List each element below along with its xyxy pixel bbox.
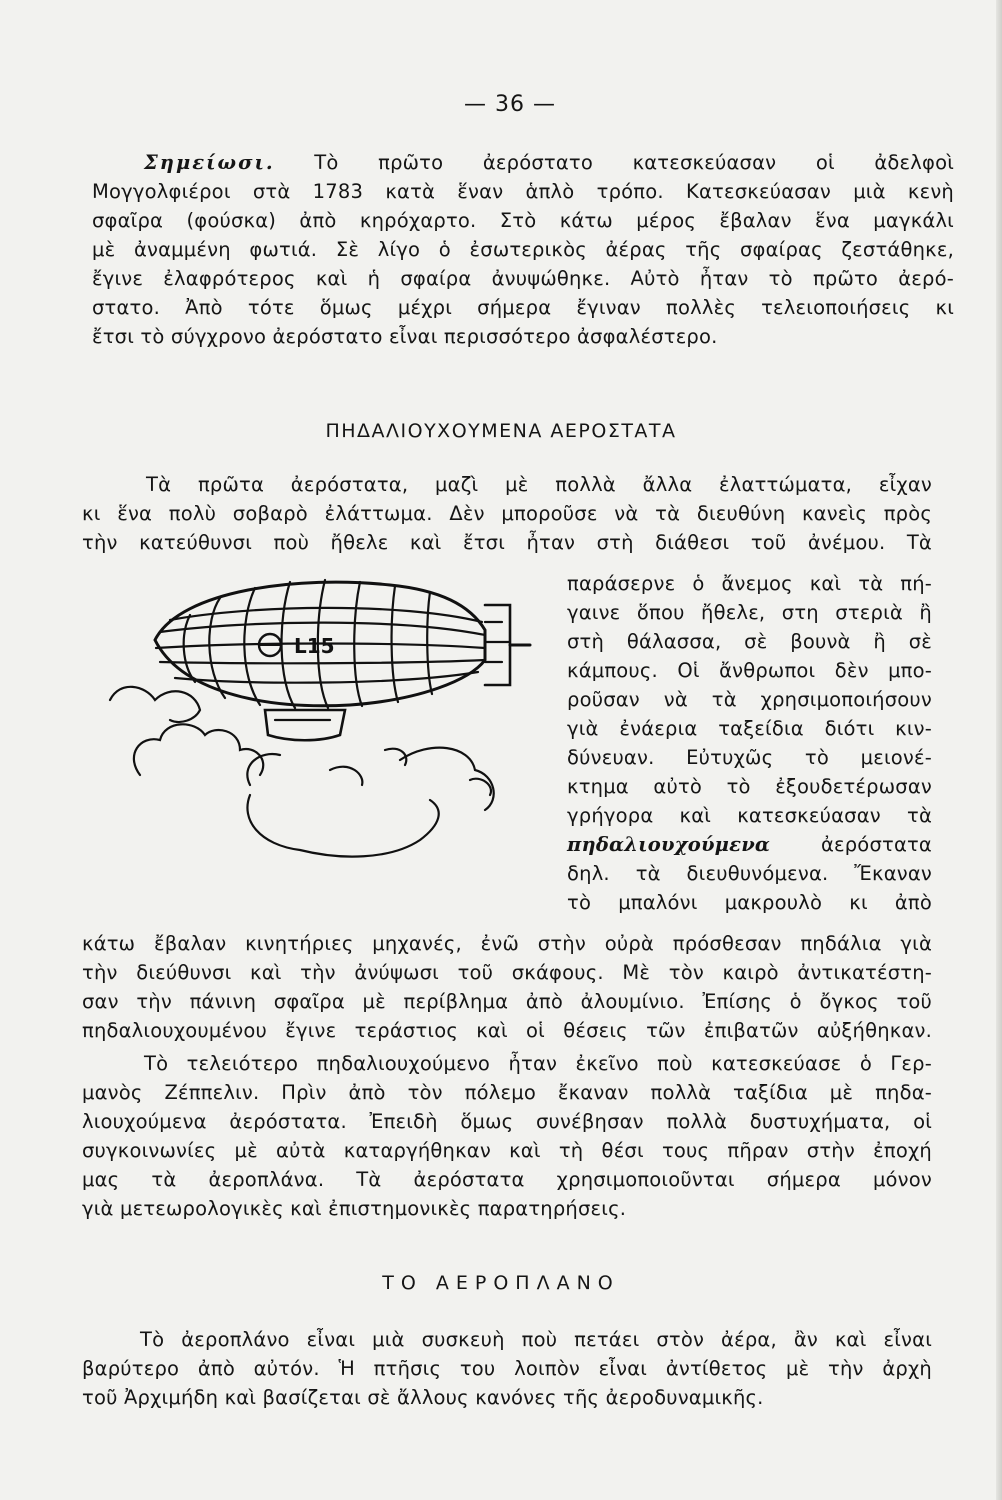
page-number: — 36 — [464,92,556,117]
emphasized-term: πηδαλιουχούμενα [567,833,771,856]
note-line-1: Σημείωσι. Τὸ πρῶτο ἀερόστατο κατεσκεύασαν οἱ ἀδελφοὶ [144,151,954,174]
airships-column: παράσερνε ὁ ἄνεμος καὶ τὰ πή- γαινε ὅπου ἤθελε, στη στεριὰ ἢ στὴ θάλασσα, σὲ βουνὰ ἢ σὲ κάμπους. Οἱ ἄνθρωποι δὲν μπο- ροῦσαν νὰ τὰ χρησιμοποιήσουν γιὰ ἐνάερια ταξείδια διότι κιν- δύνευαν. Εὐτυχῶς τὸ μειονέ- κτημα αὐτὸ τὸ ἐξουδετέρωσαν γρήγορα καὶ κατεσκεύασαν τὰ πηδαλιουχούμενα ἀερόστατα δηλ. τὰ διευθυνόμενα. Ἔκαναν τὸ μπαλόνι μακρουλὸ κι ἀπὸ [567,572,932,914]
section-heading-airships: ΠΗΔΑΛΙΟΥΧΟΥΜΕΝΑ ΑΕΡΟΣΤΑΤΑ [325,420,677,442]
zeppelin-paragraph: Τὸ τελειότερο πηδαλιουχούμενο ἦταν ἐκεῖνο ποὺ κατεσκεύασε ὁ Γερ- μανὸς Ζέππελιν. Πρὶν ἀπὸ τὸν πόλεμο ἔκαναν πολλὰ ταξίδια μὲ πηδα- λιουχούμενα ἀερόστατα. Ἐπειδὴ ὅμως συνέβησαν πολλὰ δυστυχήματα, οἱ συγκοινωνίες μὲ αὐτὰ καταργήθηκαν καὶ τὴ θέσι τους πῆραν στὴν ἐποχή μας τὰ ἀεροπλάνα. Τὰ ἀερόστατα χρησιμοποιοῦνται σήμερα μόνον γιὰ μετεωρολογικὲς καὶ ἐπιστημονικὲς παρατηρήσεις. [82,1052,932,1220]
airship-gondola [265,710,345,740]
airships-intro: Τὰ πρῶτα ἀερόστατα, μαζὶ μὲ πολλὰ ἄλλα ἐλαττώματα, εἶχαν κι ἕνα πολὺ σοβαρὸ ἐλάττωμα. Δὲν μποροῦσε νὰ τὰ διευθύνη κανεὶς πρὸς τὴν κατεύθυνσι ποὺ ἤθελε καὶ ἔτσι ἦταν στὴ διάθεσι τοῦ ἀνέμου. Τὰ [82,473,932,554]
airship-marking: L15 [294,634,335,658]
zeppelin-illustration [100,560,540,890]
airships-body: κάτω ἔβαλαν κινητήριες μηχανές, ἐνῶ στὴν οὐρὰ πρόσθεσαν πηδάλια γιὰ τὴν διεύθυνσι καὶ τὴν ἀνύψωσι τοῦ σκάφους. Μὲ τὸν καιρὸ ἀντικατέστη- σαν τὴν πάνινη σφαῖρα μὲ περίβλημα ἀπὸ ἀλουμίνιο. Ἐπίσης ὁ ὄγκος τοῦ πηδαλιουχουμένου ἔγινε τεράστιος καὶ οἱ θέσεις τῶν ἐπιβατῶν αὐξήθηκαν. [82,932,932,1042]
cloud-left [110,687,200,722]
section-heading-airplane: ΤΟ ΑΕΡΟΠΛΑΝΟ [382,1272,620,1294]
airplane-paragraph: Τὸ ἀεροπλάνο εἶναι μιὰ συσκευὴ ποὺ πετάει στὸν ἀέρα, ἂν καὶ εἶναι βαρύτερο ἀπὸ αὐτόν. Ἡ πτῆσις του λοιπὸν εἶναι ἀντίθετος μὲ τὴν ἀρχὴ τοῦ Ἀρχιμήδη καὶ βασίζεται σὲ ἄλλους κανόνες τῆς ἀεροδυναμικῆς. [82,1328,932,1409]
note-paragraph: Σημείωσι. Τὸ πρῶτο ἀερόστατο κατεσκεύασαν οἱ ἀδελφοὶ Μογγολφιέροι στὰ 1783 κατὰ ἕναν ἁπλὸ τρόπο. Κατεσκεύασαν μιὰ κενὴ σφαῖρα (φούσκα) ἀπὸ κηρόχαρτο. Στὸ κάτω μέρος ἔβαλαν ἕνα μαγκάλι μὲ ἀναμμένη φωτιά. Σὲ λίγο ὁ ἐσωτερικὸς ἀέρας τῆς σφαίρας ζεστάθηκε, ἔγινε ἐλαφρότερος καὶ ἡ σφαίρα ἀνυψώθηκε. Αὐτὸ ἦταν τὸ πρῶτο ἀερό- στατο. Ἀπὸ τότε ὅμως μέχρι σήμερα ἔγιναν πολλὲς τελειοποιήσεις κι ἔτσι τὸ σύγχρονο ἀερόστατο εἶναι περισσότερο ἀσφαλέστερο. [92,148,954,351]
note-label: Σημείωσι. [144,151,275,174]
